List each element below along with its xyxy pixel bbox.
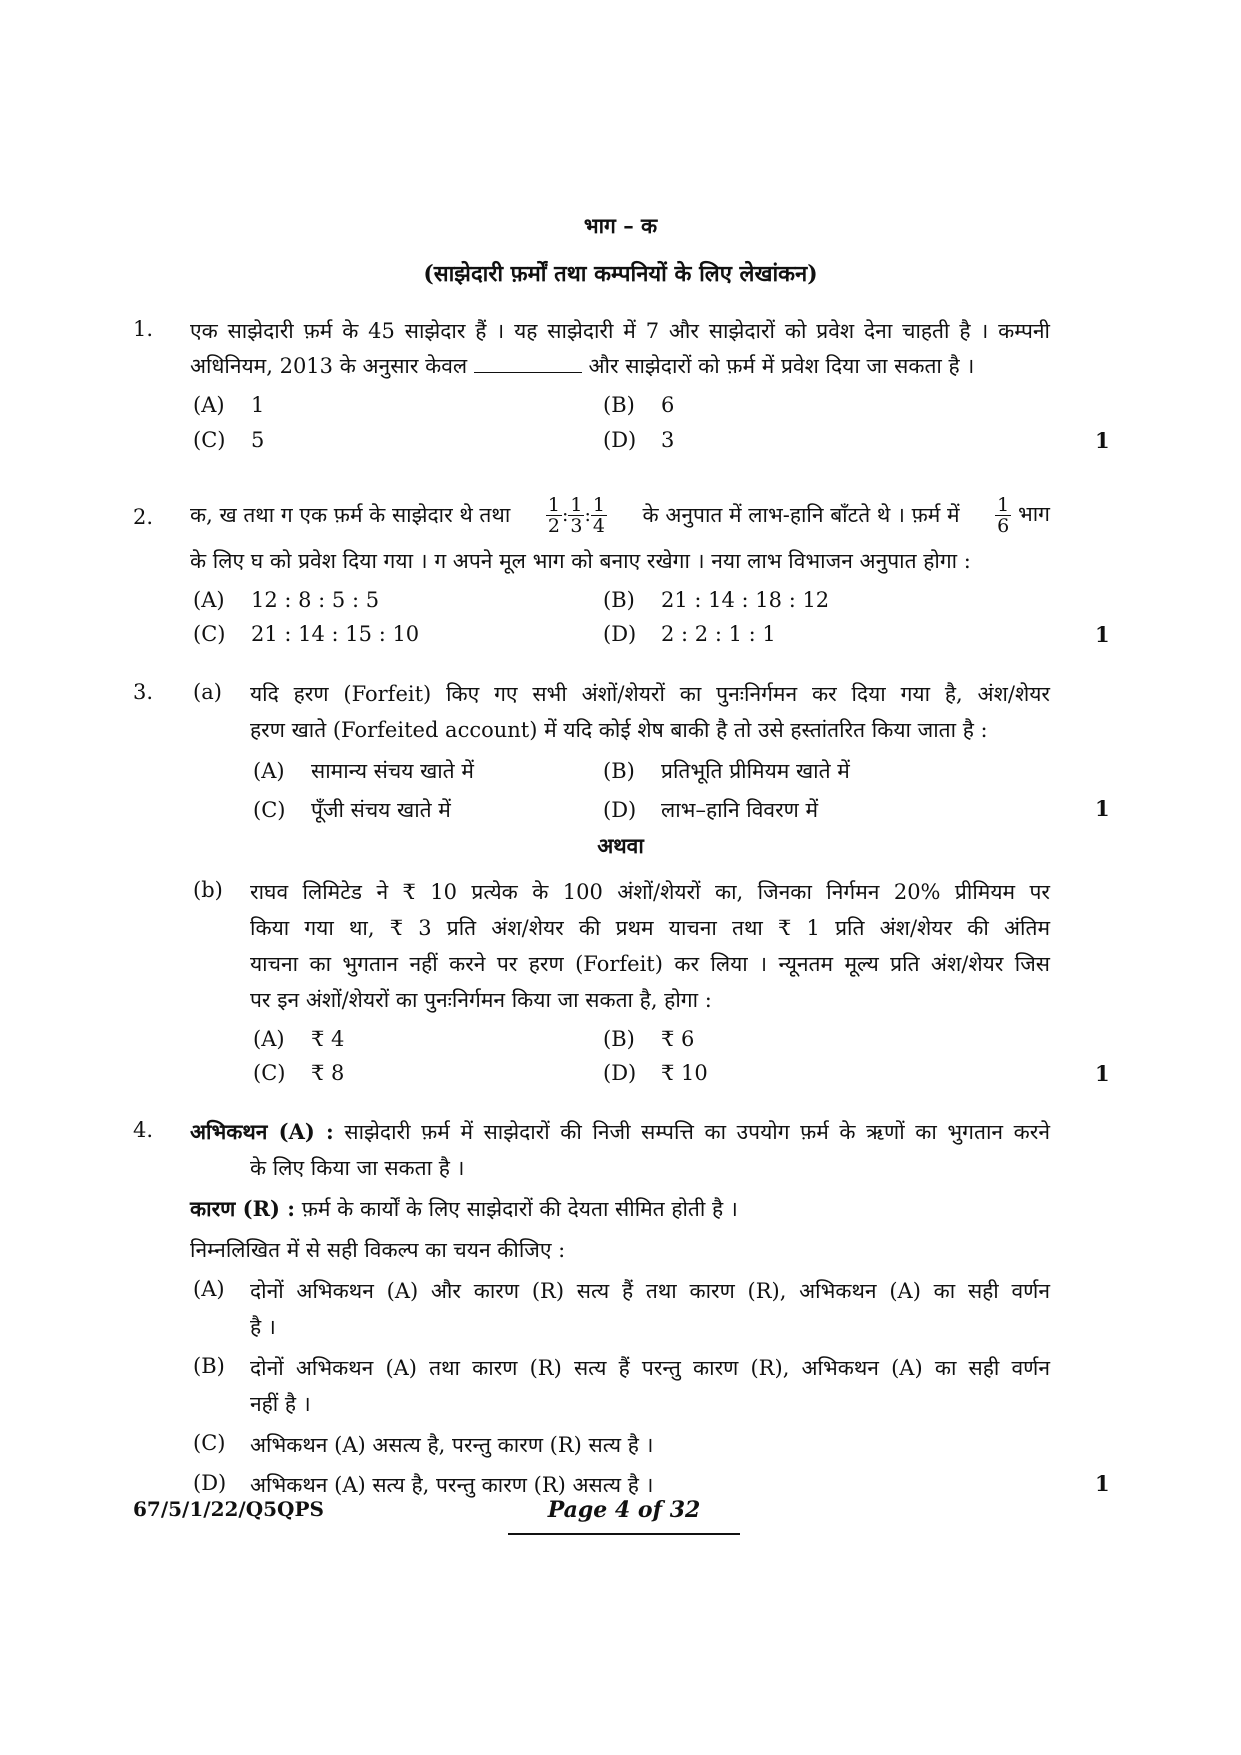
option-label: (C) (193, 428, 226, 452)
option-text: ₹ 8 (311, 1061, 345, 1085)
marks: 1 (1095, 1471, 1110, 1496)
option-c (253, 1061, 344, 1085)
question-text: किया गया था, ₹ 3 प्रति अंश/शेयर की प्रथम याचना तथा ₹ 1 प्रति अंश/शेयर की अंतिम (250, 916, 1050, 940)
option-text: 1 (251, 393, 265, 417)
page-number: Page 4 of 32 (508, 1497, 740, 1535)
option-text: लाभ–हानि विवरण में (661, 798, 819, 822)
option-d-text: अभिकथन (A) सत्य है, परन्तु कारण (R) असत्य है । (250, 1473, 654, 1497)
option-c (193, 622, 419, 646)
option-b-text: नहीं है । (250, 1392, 311, 1416)
fill-blank (474, 354, 582, 373)
option-c (253, 796, 451, 824)
option-label: (A) (253, 759, 285, 783)
question-text-part: और साझेदारों को फ़र्म में प्रवेश दिया जा सकता है । (588, 354, 975, 378)
option-a (253, 1027, 344, 1051)
option-label: (D) (603, 1061, 637, 1085)
question-text-part: के अनुपात में लाभ-हानि बाँटते थे । फ़र्म में (642, 503, 960, 527)
option-text: 2 : 2 : 1 : 1 (661, 622, 776, 646)
option-label: (A) (193, 588, 225, 612)
question-text: के लिए घ को प्रवेश दिया गया । ग अपने मूल भाग को बनाए रखेगा । नया लाभ विभाजन अनुपात होगा : (190, 549, 971, 573)
denominator: 4 (592, 514, 605, 537)
numerator: 1 (997, 493, 1010, 516)
option-text: सामान्य संचय खाते में (311, 759, 474, 783)
option-b (603, 757, 850, 785)
option-b (603, 393, 674, 417)
marks: 1 (1095, 796, 1110, 821)
ratio-fractions (546, 495, 607, 536)
option-label: (C) (253, 1061, 286, 1085)
option-label: (D) (603, 428, 637, 452)
fraction (568, 495, 584, 536)
share-fraction-wrap (995, 495, 1050, 536)
reason-label: कारण (R) : (190, 1196, 296, 1221)
option-a (193, 393, 264, 417)
option-label: (B) (603, 759, 635, 783)
question-text-part: भाग (1017, 501, 1050, 526)
assertion-text (190, 1118, 1050, 1146)
option-a (193, 588, 379, 612)
option-d (603, 796, 818, 824)
denominator: 3 (570, 514, 583, 537)
question-text-part: अधिनियम, 2013 के अनुसार केवल (190, 354, 468, 378)
or-divider: अथवा (597, 833, 644, 858)
reason-text (190, 1195, 1050, 1223)
option-label: (C) (193, 622, 226, 646)
question-text: यदि हरण (Forfeit) किए गए सभी अंशों/शेयरों का पुनःनिर्गमन कर दिया गया है, अंश/शेयर (250, 682, 1050, 706)
option-d (603, 428, 674, 452)
option-text: 5 (251, 428, 265, 452)
option-label: (B) (603, 588, 635, 612)
option-a (253, 757, 474, 785)
option-b (603, 1027, 694, 1051)
section-heading: भाग – क (583, 213, 658, 238)
option-b (603, 588, 829, 612)
part-label: (b) (193, 878, 223, 902)
paper-code: 67/5/1/22/Q5QPS (133, 1497, 324, 1521)
marks: 1 (1095, 1061, 1110, 1086)
numerator: 1 (547, 493, 560, 516)
option-c-text: अभिकथन (A) असत्य है, परन्तु कारण (R) सत्य है । (250, 1433, 654, 1457)
marks: 1 (1095, 428, 1110, 453)
fraction (591, 495, 607, 536)
denominator: 6 (997, 514, 1010, 537)
option-a-label: (A) (193, 1277, 225, 1301)
option-label: (D) (603, 798, 637, 822)
option-a-text: दोनों अभिकथन (A) और कारण (R) सत्य हैं तथा कारण (R), अभिकथन (A) का सही वर्णन (250, 1279, 1050, 1303)
instruction-text: निम्नलिखित में से सही विकल्प का चयन कीजिए : (190, 1238, 566, 1262)
question-text: पर इन अंशों/शेयरों का पुनःनिर्गमन किया जा सकता है, होगा : (250, 988, 712, 1012)
question-text (190, 483, 1050, 547)
option-text: 21 : 14 : 15 : 10 (251, 622, 420, 646)
option-label: (B) (603, 393, 635, 417)
option-text: 6 (661, 393, 675, 417)
question-number: 3. (133, 680, 154, 704)
option-text: पूँजी संचय खाते में (311, 798, 451, 822)
numerator: 1 (570, 493, 583, 516)
question-text: याचना का भुगतान नहीं करने पर हरण (Forfeit) कर लिया । न्यूनतम मूल्य प्रति अंश/शेयर जिस (250, 952, 1050, 976)
option-label: (B) (603, 1027, 635, 1051)
option-c-label: (C) (193, 1431, 226, 1455)
denominator: 2 (547, 514, 560, 537)
option-d (603, 622, 776, 646)
option-text: 12 : 8 : 5 : 5 (251, 588, 380, 612)
fraction (995, 495, 1011, 536)
question-text-part: क, ख तथा ग एक फ़र्म के साझेदार थे तथा (190, 503, 511, 527)
option-d-label: (D) (193, 1471, 227, 1495)
option-label: (A) (193, 393, 225, 417)
option-c (193, 428, 264, 452)
numerator: 1 (592, 493, 605, 516)
part-label: (a) (193, 680, 222, 704)
assertion-text: के लिए किया जा सकता है । (250, 1156, 465, 1180)
reason-body: फ़र्म के कार्यों के लिए साझेदारों की देयता सीमित होती है । (301, 1197, 738, 1221)
option-text: 21 : 14 : 18 : 12 (661, 588, 830, 612)
question-number: 2. (133, 505, 154, 529)
option-d (603, 1061, 708, 1085)
ratio-separator: : (584, 504, 591, 526)
option-text: 3 (661, 428, 675, 452)
option-b-text: दोनों अभिकथन (A) तथा कारण (R) सत्य हैं परन्तु कारण (R), अभिकथन (A) का सही वर्णन (250, 1356, 1050, 1380)
assertion-body: साझेदारी फ़र्म में साझेदारों की निजी सम्पत्ति का उपयोग फ़र्म के ऋणों का भुगतान करने (344, 1120, 1050, 1144)
question-number: 4. (133, 1118, 154, 1142)
assertion-label: अभिकथन (A) : (190, 1119, 334, 1144)
fraction (546, 495, 562, 536)
question-text: एक साझेदारी फ़र्म के 45 साझेदार हैं । यह साझेदारी में 7 और साझेदारों को प्रवेश देना चाहती है । कम्पनी (190, 319, 1050, 343)
option-text: ₹ 6 (661, 1027, 695, 1051)
option-text: प्रतिभूति प्रीमियम खाते में (661, 759, 850, 783)
question-text (190, 352, 1050, 380)
section-subtitle: (साझेदारी फ़र्मों तथा कम्पनियों के लिए लेखांकन) (423, 261, 818, 287)
option-label: (A) (253, 1027, 285, 1051)
option-a-text: है । (250, 1315, 276, 1339)
marks: 1 (1095, 622, 1110, 647)
option-b-label: (B) (193, 1354, 225, 1378)
question-text: राघव लिमिटेड ने ₹ 10 प्रत्येक के 100 अंशों/शेयरों का, जिनका निर्गमन 20% प्रीमियम पर (250, 880, 1050, 904)
option-text: ₹ 4 (311, 1027, 345, 1051)
question-number: 1. (133, 317, 154, 341)
ratio-separator: : (561, 504, 569, 526)
option-label: (D) (603, 622, 637, 646)
option-label: (C) (253, 798, 286, 822)
option-text: ₹ 10 (661, 1061, 708, 1085)
question-text: हरण खाते (Forfeited account) में यदि कोई शेष बाकी है तो उसे हस्तांतरित किया जाता है : (250, 718, 988, 742)
